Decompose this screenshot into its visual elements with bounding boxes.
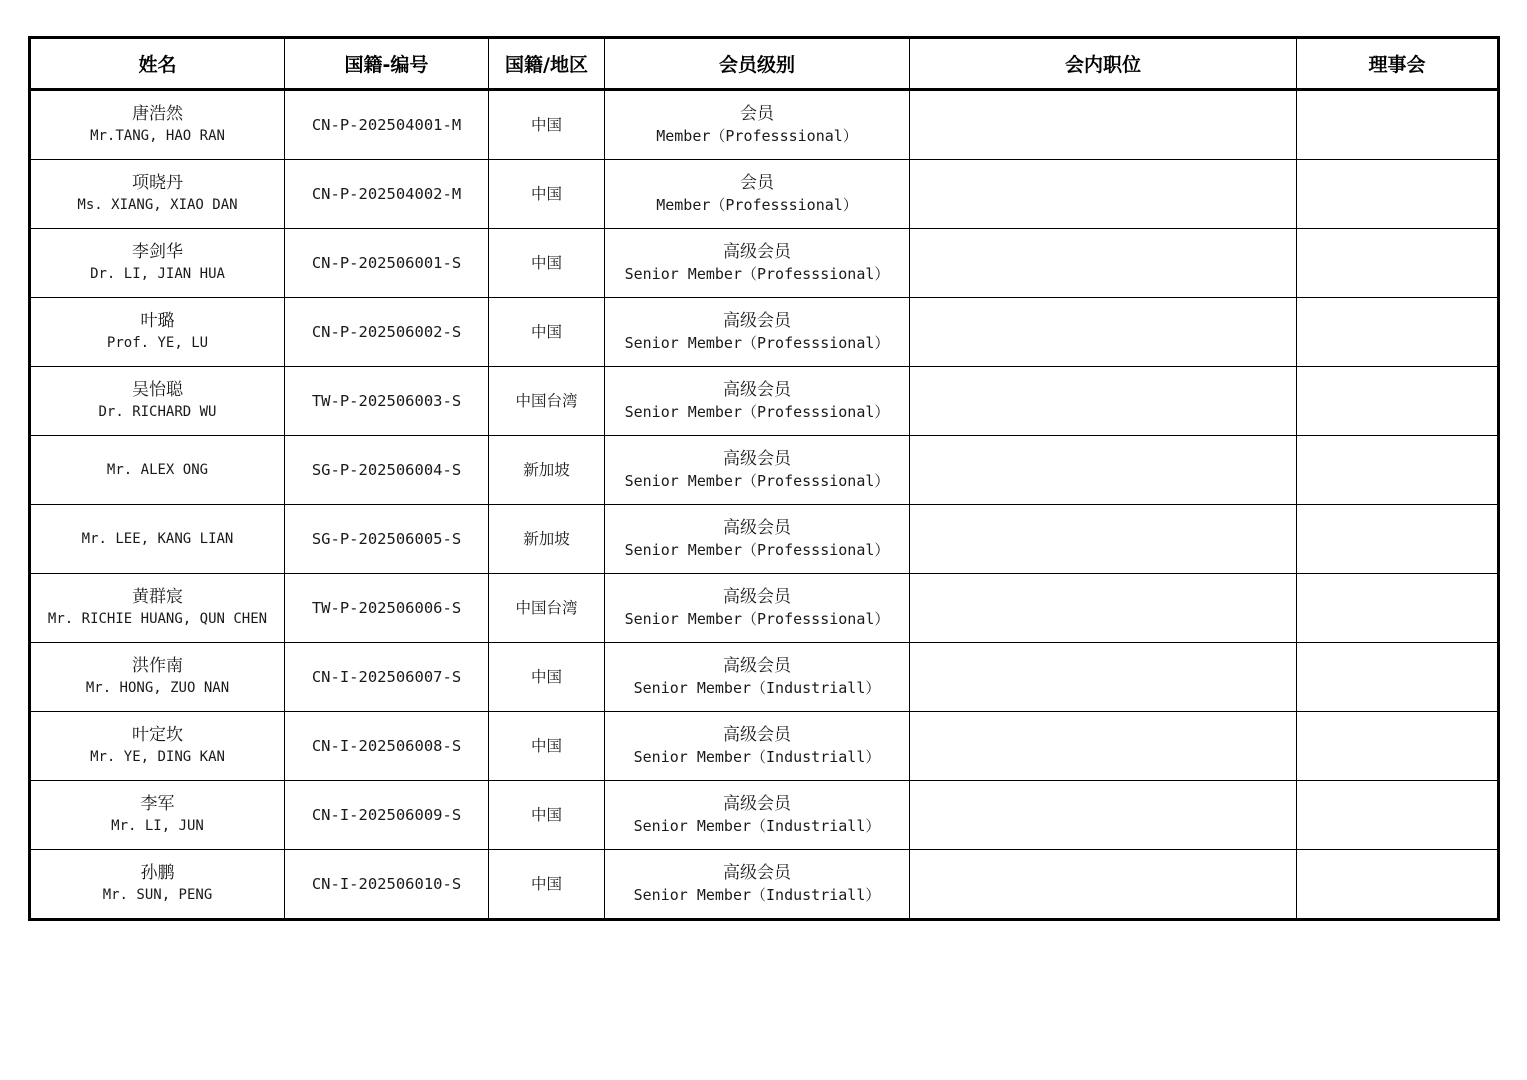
level-english: Senior Member（Industriall）: [633, 886, 881, 904]
cell-council: [1297, 298, 1499, 367]
name-chinese: 黄群宸: [132, 587, 183, 607]
level-chinese: 高级会员: [723, 863, 791, 883]
table-row: [30, 574, 1499, 643]
header-position: 会内职位: [910, 38, 1297, 90]
table-row: [30, 298, 1499, 367]
cell-name: [30, 781, 285, 850]
table-row: [30, 643, 1499, 712]
level-english: Senior Member（Professsional）: [624, 541, 890, 559]
level-chinese: 高级会员: [723, 518, 791, 538]
cell-region: 中国台湾: [489, 574, 605, 643]
name-english: Dr. RICHARD WU: [98, 404, 217, 420]
level-english: Senior Member（Industriall）: [633, 679, 881, 697]
cell-member-id: SG-P-202506004-S: [285, 436, 489, 505]
cell-member-level: [605, 781, 910, 850]
cell-council: [1297, 436, 1499, 505]
level-english: Senior Member（Industriall）: [633, 748, 881, 766]
cell-member-level: [605, 367, 910, 436]
cell-region: 中国: [489, 229, 605, 298]
cell-member-level: [605, 229, 910, 298]
cell-position: [910, 90, 1297, 160]
name-chinese: 唐浩然: [132, 104, 183, 124]
name-chinese: 洪作南: [132, 656, 183, 676]
table-body: [30, 90, 1499, 920]
cell-council: [1297, 712, 1499, 781]
cell-position: [910, 436, 1297, 505]
level-english: Senior Member（Professsional）: [624, 403, 890, 421]
cell-member-id: CN-P-202504001-M: [285, 90, 489, 160]
cell-member-id: SG-P-202506005-S: [285, 505, 489, 574]
cell-council: [1297, 367, 1499, 436]
header-region: 国籍/地区: [489, 38, 605, 90]
name-english: Mr. SUN, PENG: [102, 887, 213, 903]
cell-name: [30, 712, 285, 781]
cell-member-id: TW-P-202506006-S: [285, 574, 489, 643]
table-row: [30, 781, 1499, 850]
cell-region: 中国: [489, 781, 605, 850]
level-english: Senior Member（Professsional）: [624, 610, 890, 628]
level-english: Senior Member（Professsional）: [624, 265, 890, 283]
header-row: [30, 38, 1499, 90]
name-english: Mr. YE, DING KAN: [90, 749, 225, 765]
cell-council: [1297, 643, 1499, 712]
name-english: Mr. RICHIE HUANG, QUN CHEN: [47, 611, 268, 627]
table-row: [30, 160, 1499, 229]
cell-member-level: [605, 643, 910, 712]
cell-name: [30, 850, 285, 920]
cell-member-id: TW-P-202506003-S: [285, 367, 489, 436]
level-english: Senior Member（Professsional）: [624, 334, 890, 352]
cell-name: [30, 229, 285, 298]
cell-region: 中国: [489, 160, 605, 229]
cell-position: [910, 229, 1297, 298]
cell-council: [1297, 90, 1499, 160]
cell-council: [1297, 505, 1499, 574]
cell-member-level: [605, 298, 910, 367]
cell-region: 中国: [489, 712, 605, 781]
level-chinese: 高级会员: [723, 587, 791, 607]
level-chinese: 高级会员: [723, 794, 791, 814]
name-english: Mr. LEE, KANG LIAN: [81, 531, 234, 547]
name-chinese: 李剑华: [132, 242, 183, 262]
cell-member-level: [605, 505, 910, 574]
cell-region: 中国: [489, 90, 605, 160]
cell-position: [910, 367, 1297, 436]
cell-member-level: [605, 160, 910, 229]
cell-region: 中国: [489, 850, 605, 920]
cell-member-level: [605, 574, 910, 643]
header-id: 国籍-编号: [285, 38, 489, 90]
cell-member-id: CN-I-202506010-S: [285, 850, 489, 920]
cell-member-level: [605, 850, 910, 920]
member-table: [28, 36, 1500, 921]
cell-region: 中国台湾: [489, 367, 605, 436]
cell-position: [910, 850, 1297, 920]
cell-member-level: [605, 90, 910, 160]
cell-member-id: CN-P-202504002-M: [285, 160, 489, 229]
level-english: Senior Member（Professsional）: [624, 472, 890, 490]
level-chinese: 高级会员: [723, 449, 791, 469]
cell-position: [910, 505, 1297, 574]
level-english: Member（Professsional）: [656, 196, 858, 214]
name-english: Dr. LI, JIAN HUA: [90, 266, 225, 282]
table-row: [30, 367, 1499, 436]
name-chinese: 吴怡聪: [132, 380, 183, 400]
name-english: Mr. HONG, ZUO NAN: [85, 680, 230, 696]
cell-member-id: CN-I-202506009-S: [285, 781, 489, 850]
level-chinese: 高级会员: [723, 725, 791, 745]
cell-name: [30, 574, 285, 643]
table-row: [30, 850, 1499, 920]
cell-position: [910, 160, 1297, 229]
table-row: [30, 712, 1499, 781]
level-chinese: 会员: [740, 104, 774, 124]
name-english: Mr.TANG, HAO RAN: [90, 128, 225, 144]
level-english: Senior Member（Industriall）: [633, 817, 881, 835]
cell-name: [30, 298, 285, 367]
level-english: Member（Professsional）: [656, 127, 858, 145]
cell-member-id: CN-P-202506002-S: [285, 298, 489, 367]
cell-council: [1297, 574, 1499, 643]
cell-council: [1297, 160, 1499, 229]
name-english: Ms. XIANG, XIAO DAN: [77, 197, 238, 213]
cell-position: [910, 781, 1297, 850]
cell-region: 新加坡: [489, 505, 605, 574]
level-chinese: 会员: [740, 173, 774, 193]
cell-region: 新加坡: [489, 436, 605, 505]
cell-member-id: CN-P-202506001-S: [285, 229, 489, 298]
cell-position: [910, 643, 1297, 712]
cell-position: [910, 574, 1297, 643]
header-council: 理事会: [1297, 38, 1499, 90]
cell-council: [1297, 229, 1499, 298]
cell-name: [30, 160, 285, 229]
cell-position: [910, 712, 1297, 781]
level-chinese: 高级会员: [723, 311, 791, 331]
cell-position: [910, 298, 1297, 367]
cell-member-level: [605, 712, 910, 781]
table-row: [30, 229, 1499, 298]
table-row: [30, 436, 1499, 505]
name-chinese: 叶定坎: [132, 725, 183, 745]
name-chinese: 孙鹏: [140, 863, 175, 883]
header-name: 姓名: [30, 38, 285, 90]
header-level: 会员级别: [605, 38, 910, 90]
table-row: [30, 90, 1499, 160]
cell-council: [1297, 781, 1499, 850]
name-chinese: 李军: [140, 794, 175, 814]
name-chinese: 叶璐: [140, 311, 175, 331]
cell-name: [30, 643, 285, 712]
cell-name: [30, 367, 285, 436]
name-chinese: 项晓丹: [132, 173, 183, 193]
level-chinese: 高级会员: [723, 656, 791, 676]
cell-name: [30, 90, 285, 160]
table-row: [30, 505, 1499, 574]
cell-region: 中国: [489, 298, 605, 367]
level-chinese: 高级会员: [723, 380, 791, 400]
cell-name: [30, 436, 285, 505]
cell-council: [1297, 850, 1499, 920]
name-english: Mr. ALEX ONG: [106, 462, 209, 478]
cell-region: 中国: [489, 643, 605, 712]
name-english: Prof. YE, LU: [106, 335, 209, 351]
level-chinese: 高级会员: [723, 242, 791, 262]
name-english: Mr. LI, JUN: [111, 818, 204, 834]
cell-name: [30, 505, 285, 574]
cell-member-level: [605, 436, 910, 505]
cell-member-id: CN-I-202506008-S: [285, 712, 489, 781]
cell-member-id: CN-I-202506007-S: [285, 643, 489, 712]
table-header: [30, 38, 1499, 90]
